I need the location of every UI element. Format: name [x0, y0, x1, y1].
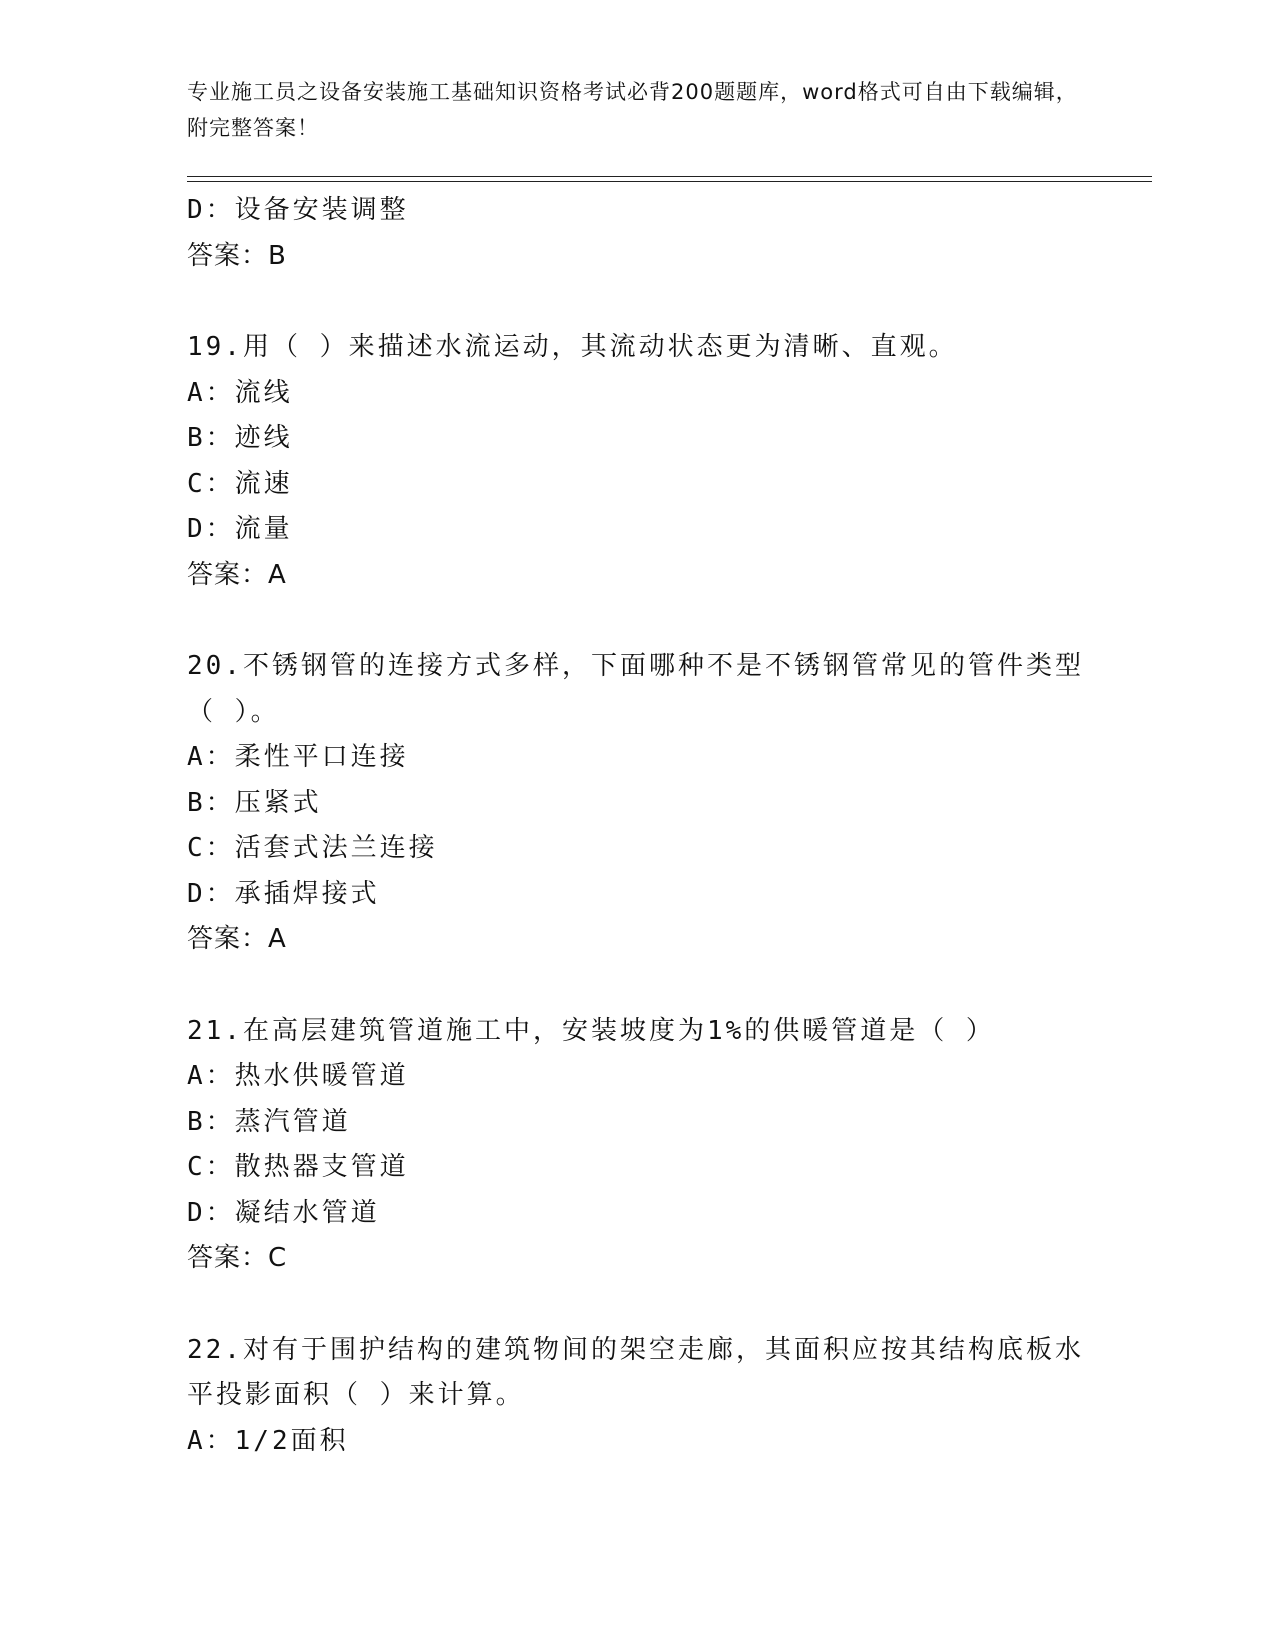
option-c: C：活套式法兰连接	[187, 833, 438, 863]
question-stem: 20.不锈钢管的连接方式多样，下面哪种不是不锈钢管常见的管件类型（ ）。	[187, 651, 1084, 727]
option-d: D：流量	[187, 514, 293, 544]
option-a: A：柔性平口连接	[187, 742, 409, 772]
spacer	[187, 279, 1087, 325]
option-d: D：承插焊接式	[187, 878, 380, 909]
option-d: D：凝结水管道	[187, 1197, 380, 1228]
question-21	[187, 1009, 1087, 1282]
question-22	[187, 1328, 1087, 1465]
question-20	[187, 644, 1087, 963]
question-answer: 答案：A	[187, 559, 287, 590]
prev-question-answer: 答案：B	[187, 240, 287, 271]
question-answer: 答案：A	[187, 924, 287, 954]
question-stem: 19.用（ ）来描述水流运动，其流动状态更为清晰、直观。	[187, 332, 958, 362]
option-c: C：散热器支管道	[187, 1152, 409, 1182]
prev-question-option-d: D：设备安装调整	[187, 195, 409, 225]
header-divider-top	[187, 176, 1152, 177]
header-divider-bottom	[187, 181, 1152, 182]
question-answer: 答案：C	[187, 1243, 288, 1273]
option-b: B：蒸汽管道	[187, 1106, 351, 1137]
option-a: A：流线	[187, 377, 293, 408]
spacer	[187, 1282, 1087, 1328]
spacer	[187, 598, 1087, 644]
option-b: B：迹线	[187, 423, 293, 453]
document-header-title: 专业施工员之设备安装施工基础知识资格考试必背200题题库，word格式可自由下载编辑，附完整答案！	[187, 80, 1078, 140]
option-c: C：流速	[187, 468, 293, 499]
option-a: A：热水供暖管道	[187, 1061, 409, 1091]
option-b: B：压紧式	[187, 787, 322, 818]
question-19	[187, 325, 1087, 598]
spacer	[187, 963, 1087, 1009]
option-a: A：1/2面积	[187, 1425, 349, 1456]
question-stem: 21.在高层建筑管道施工中，安装坡度为1%的供暖管道是（ ）	[187, 1015, 995, 1046]
question-list	[187, 188, 1087, 1464]
question-stem: 22.对有于围护结构的建筑物间的架空走廊，其面积应按其结构底板水平投影面积（ ）来计算。	[187, 1334, 1084, 1410]
